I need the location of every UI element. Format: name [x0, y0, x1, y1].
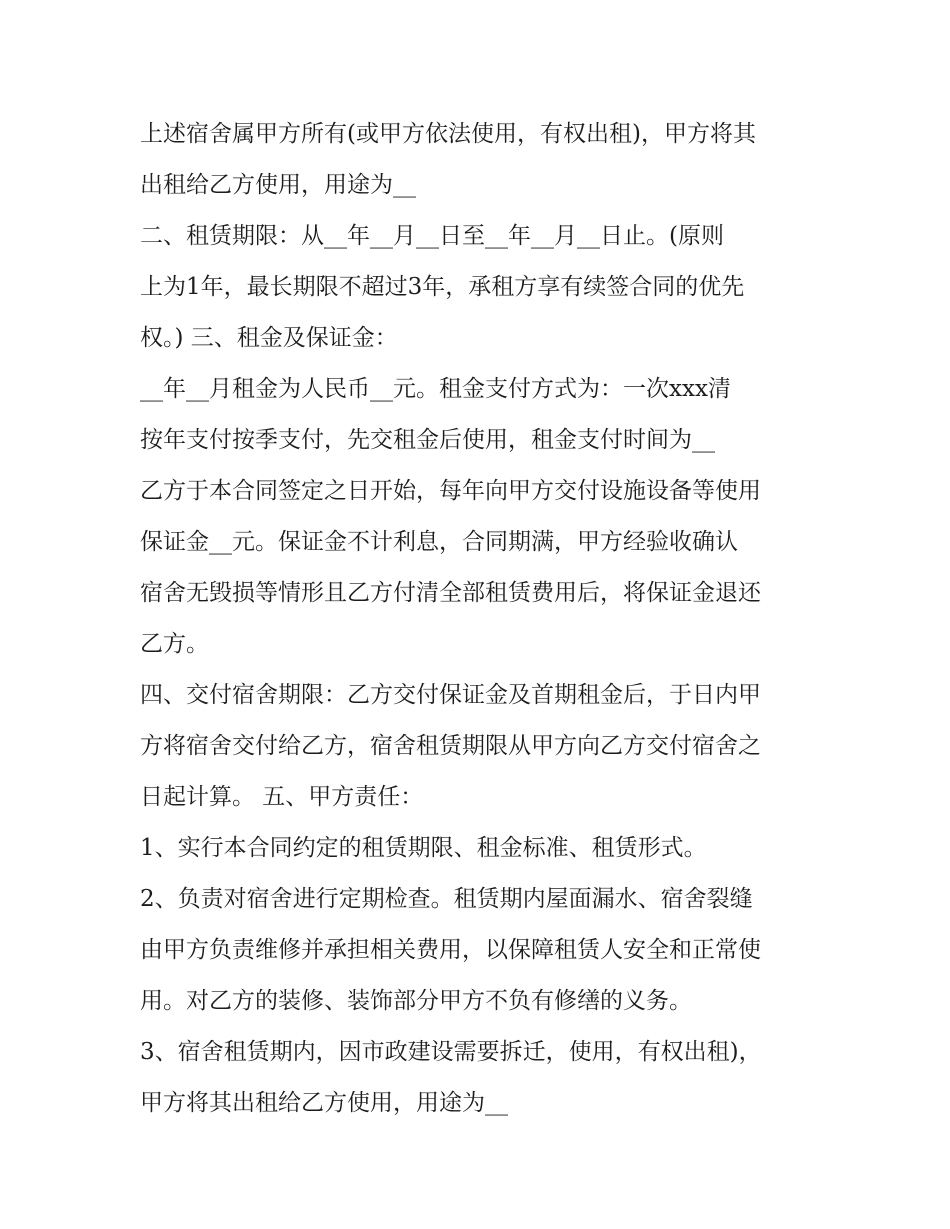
document-page — [140, 109, 830, 1129]
text-line: 由甲方负责维修并承担相关费用，以保障租赁人安全和正常使 — [140, 937, 761, 963]
text-line: 保证金__元。保证金不计利息，合同期满，甲方经验收确认 — [140, 529, 738, 555]
text-line: 2、负责对宿舍进行定期检查。租赁期内屋面漏水、宿舍裂缝 — [140, 886, 753, 912]
text-line: 四、交付宿舍期限：乙方交付保证金及首期租金后，于日内甲 — [140, 682, 761, 708]
text-line: 3、宿舍租赁期内，因市政建设需要拆迁，使用，有权出租)， — [140, 1039, 762, 1065]
text-line: 方将宿舍交付给乙方，宿舍租赁期限从甲方向乙方交付宿舍之 — [140, 733, 761, 759]
text-line: 按年支付按季支付，先交租金后使用，租金支付时间为__ — [140, 427, 715, 453]
text-line: 上述宿舍属甲方所有(或甲方依法使用，有权出租)，甲方将其 — [140, 121, 756, 147]
text-line: 日起计算。 五、甲方责任： — [140, 784, 424, 810]
text-line: 二、租赁期限：从__年__月__日至__年__月__日止。(原则 — [140, 223, 724, 249]
text-line: 乙方于本合同签定之日开始，每年向甲方交付设施设备等使用 — [140, 478, 761, 504]
text-line: 甲方将其出租给乙方使用，用途为__ — [140, 1090, 508, 1116]
text-line: 权。) 三、租金及保证金： — [140, 325, 398, 351]
text-line: __年__月租金为人民币__元。租金支付方式为：一次xxx清 — [140, 376, 731, 402]
text-line: 乙方。 — [140, 631, 209, 657]
text-line: 出租给乙方使用，用途为__ — [140, 172, 416, 198]
text-line: 上为1年，最长期限不超过3年，承租方享有续签合同的优先 — [140, 274, 745, 300]
text-line: 1、实行本合同约定的租赁期限、租金标准、租赁形式。 — [140, 835, 707, 861]
text-line: 用。对乙方的装修、装饰部分甲方不负有修缮的义务。 — [140, 988, 692, 1014]
text-line: 宿舍无毁损等情形且乙方付清全部租赁费用后，将保证金退还 — [140, 580, 761, 606]
